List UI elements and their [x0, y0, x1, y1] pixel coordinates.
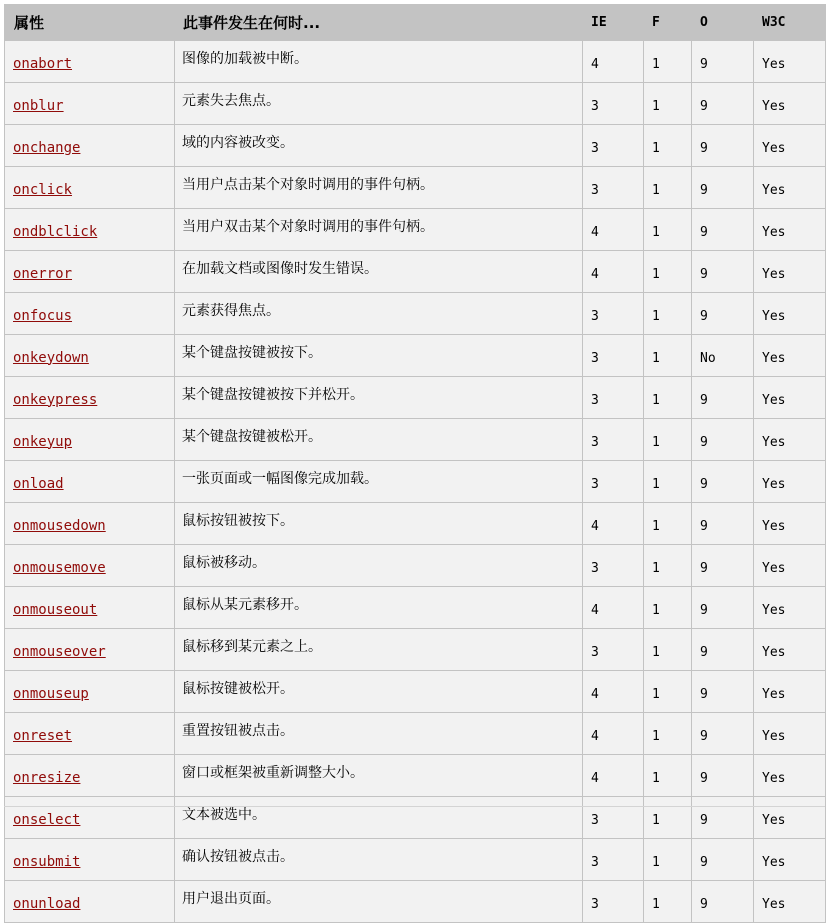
opera-version-cell: 9 — [692, 881, 754, 923]
opera-version-cell: 9 — [692, 713, 754, 755]
opera-version-cell: 9 — [692, 293, 754, 335]
opera-version-cell: 9 — [692, 83, 754, 125]
ie-version-cell: 4 — [583, 587, 644, 629]
w3c-cell: Yes — [754, 671, 826, 713]
firefox-version-cell: 1 — [644, 755, 692, 797]
description-cell: 某个键盘按键被松开。 — [175, 419, 583, 461]
description-cell: 某个键盘按键被按下并松开。 — [175, 377, 583, 419]
event-table-container — [4, 4, 826, 923]
description-cell: 鼠标按键被松开。 — [175, 671, 583, 713]
ie-version-cell: 4 — [583, 41, 644, 83]
event-cell — [5, 167, 175, 209]
firefox-version-cell: 1 — [644, 881, 692, 923]
event-cell — [5, 671, 175, 713]
opera-version-cell: 9 — [692, 755, 754, 797]
description-cell: 某个键盘按键被按下。 — [175, 335, 583, 377]
event-cell — [5, 209, 175, 251]
table-row — [5, 503, 826, 545]
event-cell — [5, 251, 175, 293]
opera-version-cell: 9 — [692, 41, 754, 83]
firefox-version-cell: 1 — [644, 41, 692, 83]
event-cell — [5, 881, 175, 923]
event-link[interactable]: onkeyup — [13, 433, 73, 450]
firefox-version-cell: 1 — [644, 83, 692, 125]
event-link[interactable]: onsubmit — [13, 853, 81, 870]
event-link[interactable]: onmouseover — [13, 643, 106, 660]
description-cell: 鼠标移到某元素之上。 — [175, 629, 583, 671]
table-row — [5, 251, 826, 293]
event-link[interactable]: onerror — [13, 265, 73, 282]
ie-version-cell: 3 — [583, 125, 644, 167]
w3c-cell: Yes — [754, 335, 826, 377]
table-row — [5, 125, 826, 167]
opera-version-cell: 9 — [692, 251, 754, 293]
event-cell — [5, 83, 175, 125]
firefox-version-cell: 1 — [644, 503, 692, 545]
description-cell: 域的内容被改变。 — [175, 125, 583, 167]
ie-version-cell: 3 — [583, 377, 644, 419]
event-link[interactable]: onabort — [13, 55, 73, 72]
opera-version-cell: 9 — [692, 545, 754, 587]
w3c-cell: Yes — [754, 545, 826, 587]
opera-version-cell: 9 — [692, 629, 754, 671]
table-row — [5, 335, 826, 377]
header-when: 此事件发生在何时... — [175, 5, 583, 41]
header-attribute: 属性 — [5, 5, 175, 41]
description-cell: 当用户点击某个对象时调用的事件句柄。 — [175, 167, 583, 209]
event-cell — [5, 335, 175, 377]
description-cell: 用户退出页面。 — [175, 881, 583, 923]
event-cell — [5, 713, 175, 755]
w3c-cell: Yes — [754, 881, 826, 923]
event-link[interactable]: onload — [13, 475, 64, 492]
ie-version-cell: 4 — [583, 503, 644, 545]
event-cell — [5, 293, 175, 335]
event-link[interactable]: onkeypress — [13, 391, 98, 408]
firefox-version-cell: 1 — [644, 545, 692, 587]
w3c-cell: Yes — [754, 209, 826, 251]
firefox-version-cell: 1 — [644, 461, 692, 503]
firefox-version-cell: 1 — [644, 419, 692, 461]
w3c-cell: Yes — [754, 251, 826, 293]
firefox-version-cell: 1 — [644, 671, 692, 713]
firefox-version-cell: 1 — [644, 587, 692, 629]
table-row — [5, 671, 826, 713]
table-row — [5, 797, 826, 839]
description-cell: 图像的加载被中断。 — [175, 41, 583, 83]
event-cell — [5, 797, 175, 839]
table-row — [5, 461, 826, 503]
table-header-row — [5, 5, 826, 41]
table-body — [5, 41, 826, 923]
header-opera: O — [692, 5, 754, 41]
ie-version-cell: 3 — [583, 167, 644, 209]
w3c-cell: Yes — [754, 755, 826, 797]
opera-version-cell: 9 — [692, 167, 754, 209]
firefox-version-cell: 1 — [644, 293, 692, 335]
ie-version-cell: 3 — [583, 419, 644, 461]
opera-version-cell: 9 — [692, 587, 754, 629]
description-cell: 元素获得焦点。 — [175, 293, 583, 335]
description-cell: 在加载文档或图像时发生错误。 — [175, 251, 583, 293]
w3c-cell: Yes — [754, 125, 826, 167]
table-row — [5, 167, 826, 209]
event-cell — [5, 755, 175, 797]
description-cell: 窗口或框架被重新调整大小。 — [175, 755, 583, 797]
table-row — [5, 419, 826, 461]
firefox-version-cell: 1 — [644, 251, 692, 293]
event-link[interactable]: onclick — [13, 181, 73, 198]
ie-version-cell: 3 — [583, 461, 644, 503]
ie-version-cell: 4 — [583, 755, 644, 797]
w3c-cell: Yes — [754, 797, 826, 839]
header-ie: IE — [583, 5, 644, 41]
w3c-cell: Yes — [754, 503, 826, 545]
opera-version-cell: 9 — [692, 377, 754, 419]
firefox-version-cell: 1 — [644, 797, 692, 839]
event-link[interactable]: onresize — [13, 769, 81, 786]
ie-version-cell: 4 — [583, 251, 644, 293]
event-link[interactable]: onmousemove — [13, 559, 106, 576]
event-cell — [5, 629, 175, 671]
event-attributes-table — [4, 4, 826, 923]
table-row — [5, 545, 826, 587]
w3c-cell: Yes — [754, 377, 826, 419]
event-link[interactable]: onfocus — [13, 307, 73, 324]
w3c-cell: Yes — [754, 461, 826, 503]
table-row — [5, 755, 826, 797]
event-cell — [5, 587, 175, 629]
table-row — [5, 83, 826, 125]
description-cell: 鼠标按钮被按下。 — [175, 503, 583, 545]
header-w3c: W3C — [754, 5, 826, 41]
opera-version-cell: 9 — [692, 839, 754, 881]
ie-version-cell: 4 — [583, 671, 644, 713]
description-cell: 确认按钮被点击。 — [175, 839, 583, 881]
opera-version-cell: 9 — [692, 209, 754, 251]
ie-version-cell: 3 — [583, 797, 644, 839]
opera-version-cell: 9 — [692, 125, 754, 167]
ie-version-cell: 4 — [583, 209, 644, 251]
firefox-version-cell: 1 — [644, 629, 692, 671]
description-cell: 鼠标从某元素移开。 — [175, 587, 583, 629]
event-link[interactable]: onreset — [13, 727, 73, 744]
firefox-version-cell: 1 — [644, 125, 692, 167]
description-cell: 一张页面或一幅图像完成加载。 — [175, 461, 583, 503]
w3c-cell: Yes — [754, 629, 826, 671]
table-row — [5, 293, 826, 335]
firefox-version-cell: 1 — [644, 209, 692, 251]
ie-version-cell: 3 — [583, 83, 644, 125]
event-cell — [5, 419, 175, 461]
table-row — [5, 713, 826, 755]
opera-version-cell: 9 — [692, 503, 754, 545]
table-row — [5, 587, 826, 629]
event-link[interactable]: onmouseout — [13, 601, 98, 618]
ie-version-cell: 3 — [583, 293, 644, 335]
description-cell: 元素失去焦点。 — [175, 83, 583, 125]
w3c-cell: Yes — [754, 713, 826, 755]
firefox-version-cell: 1 — [644, 335, 692, 377]
opera-version-cell: No — [692, 335, 754, 377]
description-cell: 重置按钮被点击。 — [175, 713, 583, 755]
event-link[interactable]: onchange — [13, 139, 81, 156]
description-cell: 文本被选中。 — [175, 797, 583, 839]
w3c-cell: Yes — [754, 839, 826, 881]
event-cell — [5, 839, 175, 881]
event-link[interactable]: ondblclick — [13, 223, 98, 240]
event-cell — [5, 377, 175, 419]
event-cell — [5, 503, 175, 545]
ie-version-cell: 3 — [583, 545, 644, 587]
opera-version-cell: 9 — [692, 797, 754, 839]
event-link[interactable]: onmouseup — [13, 685, 89, 702]
description-cell: 当用户双击某个对象时调用的事件句柄。 — [175, 209, 583, 251]
event-cell — [5, 461, 175, 503]
table-row — [5, 839, 826, 881]
event-cell — [5, 41, 175, 83]
event-link[interactable]: onunload — [13, 895, 81, 912]
table-row — [5, 629, 826, 671]
description-cell: 鼠标被移动。 — [175, 545, 583, 587]
firefox-version-cell: 1 — [644, 839, 692, 881]
w3c-cell: Yes — [754, 293, 826, 335]
ie-version-cell: 3 — [583, 839, 644, 881]
bottom-divider — [4, 806, 825, 807]
ie-version-cell: 3 — [583, 335, 644, 377]
ie-version-cell: 3 — [583, 881, 644, 923]
opera-version-cell: 9 — [692, 419, 754, 461]
event-cell — [5, 545, 175, 587]
w3c-cell: Yes — [754, 41, 826, 83]
opera-version-cell: 9 — [692, 671, 754, 713]
firefox-version-cell: 1 — [644, 167, 692, 209]
w3c-cell: Yes — [754, 167, 826, 209]
event-link[interactable]: onselect — [13, 811, 81, 828]
event-cell — [5, 125, 175, 167]
event-link[interactable]: onmousedown — [13, 517, 106, 534]
header-firefox: F — [644, 5, 692, 41]
w3c-cell: Yes — [754, 419, 826, 461]
table-row — [5, 881, 826, 923]
firefox-version-cell: 1 — [644, 713, 692, 755]
ie-version-cell: 3 — [583, 629, 644, 671]
opera-version-cell: 9 — [692, 461, 754, 503]
w3c-cell: Yes — [754, 83, 826, 125]
table-row — [5, 41, 826, 83]
firefox-version-cell: 1 — [644, 377, 692, 419]
ie-version-cell: 4 — [583, 713, 644, 755]
event-link[interactable]: onblur — [13, 97, 64, 114]
table-row — [5, 209, 826, 251]
w3c-cell: Yes — [754, 587, 826, 629]
event-link[interactable]: onkeydown — [13, 349, 89, 366]
table-row — [5, 377, 826, 419]
